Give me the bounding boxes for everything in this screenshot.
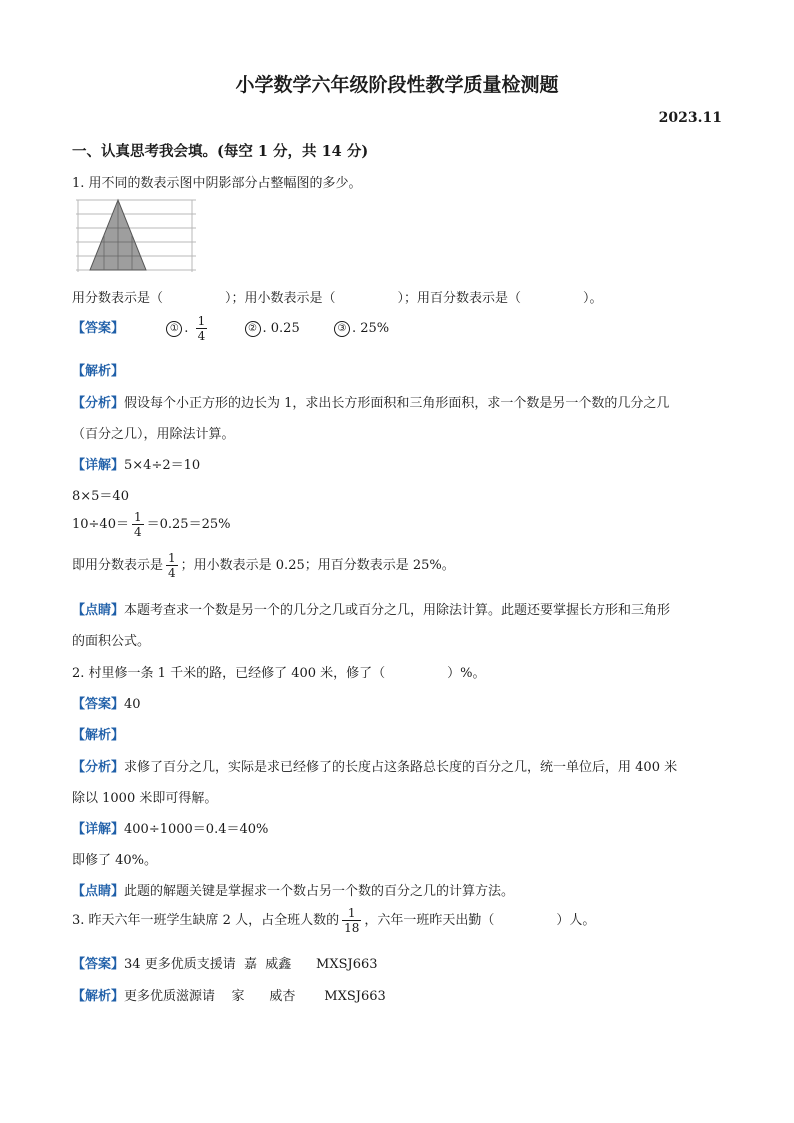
question-1-calc-2: 8×5＝40 (72, 489, 129, 504)
exam-date: 2023.11 (658, 110, 722, 126)
answer-mark-2: ② (245, 321, 261, 337)
question-3-answer: 【答案】34 更多优质支援请 嘉 威鑫 MXSJ663 (72, 957, 378, 972)
fill-text-a: 用分数表示是（ (72, 291, 164, 306)
answer-mark-3: ③ (334, 321, 350, 337)
fill-text-d: ）。 (583, 291, 603, 306)
answer-2: . 0.25 (262, 321, 300, 336)
fill-text-c: ）；用百分数表示是（ (397, 291, 522, 306)
question-2-fenxi: 【分析】求修了百分之几，实际是求已经修了的长度占这条路总长度的百分之几，统一单位后，用 400 米 (72, 760, 678, 775)
question-1-calc-3: 10÷40＝ $\frac{1}{4}$ ＝0.25＝25% (72, 510, 231, 539)
question-1-fenxi: 【分析】假设每个小正方形的边长为 1，求出长方形面积和三角形面积，求一个数是另一个数的几分之几 (72, 396, 670, 411)
question-2-jiexi: 【解析】 (72, 728, 125, 743)
question-2-xiangjie: 【详解】400÷1000＝0.4＝40% (72, 822, 269, 837)
question-1-fenxi-cont: （百分之几），用除法计算。 (72, 427, 235, 442)
answer-fraction: $\frac{1}{4}$ (197, 314, 206, 343)
question-2-stem: 2. 村里修一条 1 千米的路，已经修了 400 米，修了（ ）%。 (72, 666, 486, 681)
question-1-stem: 1. 用不同的数表示图中阴影部分占整幅图的多少。 (72, 176, 362, 191)
answer-3: . 25% (352, 321, 390, 336)
shaded-triangle-grid-figure (76, 198, 196, 274)
question-3-stem: 3. 昨天六年一班学生缺席 2 人，占全班人数的 $\frac{1}{18}$ ，六年一班昨天出勤（ ）人。 (72, 906, 596, 935)
section-heading: 一、认真思考我会填。(每空 1 分，共 14 分) (72, 143, 369, 160)
question-1-dianjing: 【点睛】本题考查求一个数是另一个的几分之几或百分之几，用除法计算。此题还要掌握长方形和三角形 (72, 603, 671, 618)
question-2-summary: 即修了 40%。 (72, 853, 158, 868)
answer-mark-1: ① (166, 321, 182, 337)
question-1-xiangjie: 【详解】5×4÷2＝10 (72, 458, 201, 473)
fill-text-b: ）；用小数表示是（ (225, 291, 336, 306)
question-1-dianjing-cont: 的面积公式。 (72, 634, 151, 649)
question-1-summary: 即用分数表示是 $\frac{1}{4}$ ；用小数表示是 0.25；用百分数表示是 25%。 (72, 551, 455, 580)
answer-tag: 【答案】 (72, 321, 125, 336)
question-1-jiexi: 【解析】 (72, 364, 125, 379)
page-title: 小学数学六年级阶段性教学质量检测题 (235, 74, 559, 96)
question-1-answer: 【答案】 ① . $\frac{1}{4}$ ② . 0.25 ③ . 25% (72, 314, 390, 343)
question-2-dianjing: 【点睛】此题的解题关键是掌握求一个数占另一个数的百分之几的计算方法。 (72, 884, 515, 899)
question-2-answer: 【答案】40 (72, 697, 141, 712)
question-2-fenxi-cont: 除以 1000 米即可得解。 (72, 791, 218, 806)
question-1-fill-line (72, 287, 603, 306)
question-3-jiexi: 【解析】更多优质滋源请 家 威杏 MXSJ663 (72, 989, 386, 1004)
